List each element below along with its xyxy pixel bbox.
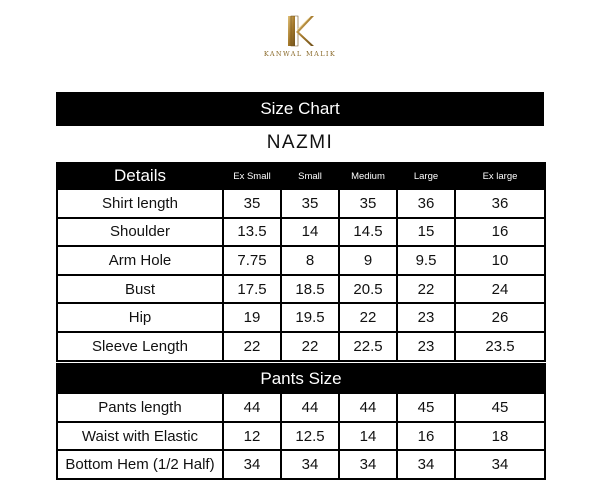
cell-value: 45 xyxy=(397,393,455,422)
cell-value: 18.5 xyxy=(281,275,339,304)
table-row xyxy=(57,332,545,361)
cell-value: 34 xyxy=(455,450,545,479)
cell-value: 24 xyxy=(455,275,545,304)
brand-logo xyxy=(262,14,338,70)
cell-value: 14 xyxy=(281,218,339,247)
size-header-large: Large xyxy=(397,163,455,189)
cell-value: 23.5 xyxy=(455,332,545,361)
cell-value: 12.5 xyxy=(281,422,339,451)
table-row xyxy=(57,450,545,479)
table-row xyxy=(57,189,545,218)
pants-size-table xyxy=(56,363,546,480)
pants-header-row xyxy=(57,364,545,393)
brand-name: KANWAL MALIK xyxy=(263,50,337,58)
cell-value: 7.75 xyxy=(223,246,281,275)
cell-value: 22 xyxy=(281,332,339,361)
row-label: Waist with Elastic xyxy=(57,422,223,451)
cell-value: 22 xyxy=(223,332,281,361)
cell-value: 10 xyxy=(455,246,545,275)
cell-value: 20.5 xyxy=(339,275,397,304)
size-header-medium: Medium xyxy=(339,163,397,189)
cell-value: 36 xyxy=(455,189,545,218)
cell-value: 44 xyxy=(223,393,281,422)
cell-value: 44 xyxy=(281,393,339,422)
cell-value: 35 xyxy=(281,189,339,218)
cell-value: 12 xyxy=(223,422,281,451)
table-row xyxy=(57,393,545,422)
size-header-ex-large: Ex large xyxy=(455,163,545,189)
table-row xyxy=(57,246,545,275)
cell-value: 22 xyxy=(339,303,397,332)
cell-value: 8 xyxy=(281,246,339,275)
cell-value: 19 xyxy=(223,303,281,332)
cell-value: 35 xyxy=(223,189,281,218)
cell-value: 34 xyxy=(339,450,397,479)
table-row xyxy=(57,218,545,247)
details-table xyxy=(56,162,546,362)
cell-value: 23 xyxy=(397,303,455,332)
cell-value: 19.5 xyxy=(281,303,339,332)
cell-value: 16 xyxy=(455,218,545,247)
cell-value: 9 xyxy=(339,246,397,275)
size-chart-title: Size Chart xyxy=(56,92,544,126)
kanwal-malik-logo-icon xyxy=(285,14,315,48)
cell-value: 22 xyxy=(397,275,455,304)
cell-value: 14.5 xyxy=(339,218,397,247)
cell-value: 17.5 xyxy=(223,275,281,304)
product-name: NAZMI xyxy=(266,132,334,153)
details-header: Details xyxy=(57,163,223,189)
cell-value: 34 xyxy=(281,450,339,479)
cell-value: 14 xyxy=(339,422,397,451)
cell-value: 16 xyxy=(397,422,455,451)
cell-value: 34 xyxy=(397,450,455,479)
row-label: Arm Hole xyxy=(57,246,223,275)
cell-value: 26 xyxy=(455,303,545,332)
cell-value: 36 xyxy=(397,189,455,218)
cell-value: 15 xyxy=(397,218,455,247)
size-header-small: Small xyxy=(281,163,339,189)
cell-value: 13.5 xyxy=(223,218,281,247)
table-row xyxy=(57,422,545,451)
row-label: Pants length xyxy=(57,393,223,422)
cell-value: 45 xyxy=(455,393,545,422)
details-header-row xyxy=(57,163,545,189)
size-header-ex-small: Ex Small xyxy=(223,163,281,189)
cell-value: 34 xyxy=(223,450,281,479)
row-label: Bust xyxy=(57,275,223,304)
cell-value: 9.5 xyxy=(397,246,455,275)
row-label: Sleeve Length xyxy=(57,332,223,361)
row-label: Shoulder xyxy=(57,218,223,247)
cell-value: 23 xyxy=(397,332,455,361)
cell-value: 35 xyxy=(339,189,397,218)
row-label: Bottom Hem (1/2 Half) xyxy=(57,450,223,479)
table-row xyxy=(57,275,545,304)
row-label: Shirt length xyxy=(57,189,223,218)
cell-value: 44 xyxy=(339,393,397,422)
table-row xyxy=(57,303,545,332)
cell-value: 18 xyxy=(455,422,545,451)
row-label: Hip xyxy=(57,303,223,332)
cell-value: 22.5 xyxy=(339,332,397,361)
pants-size-header: Pants Size xyxy=(57,364,545,393)
